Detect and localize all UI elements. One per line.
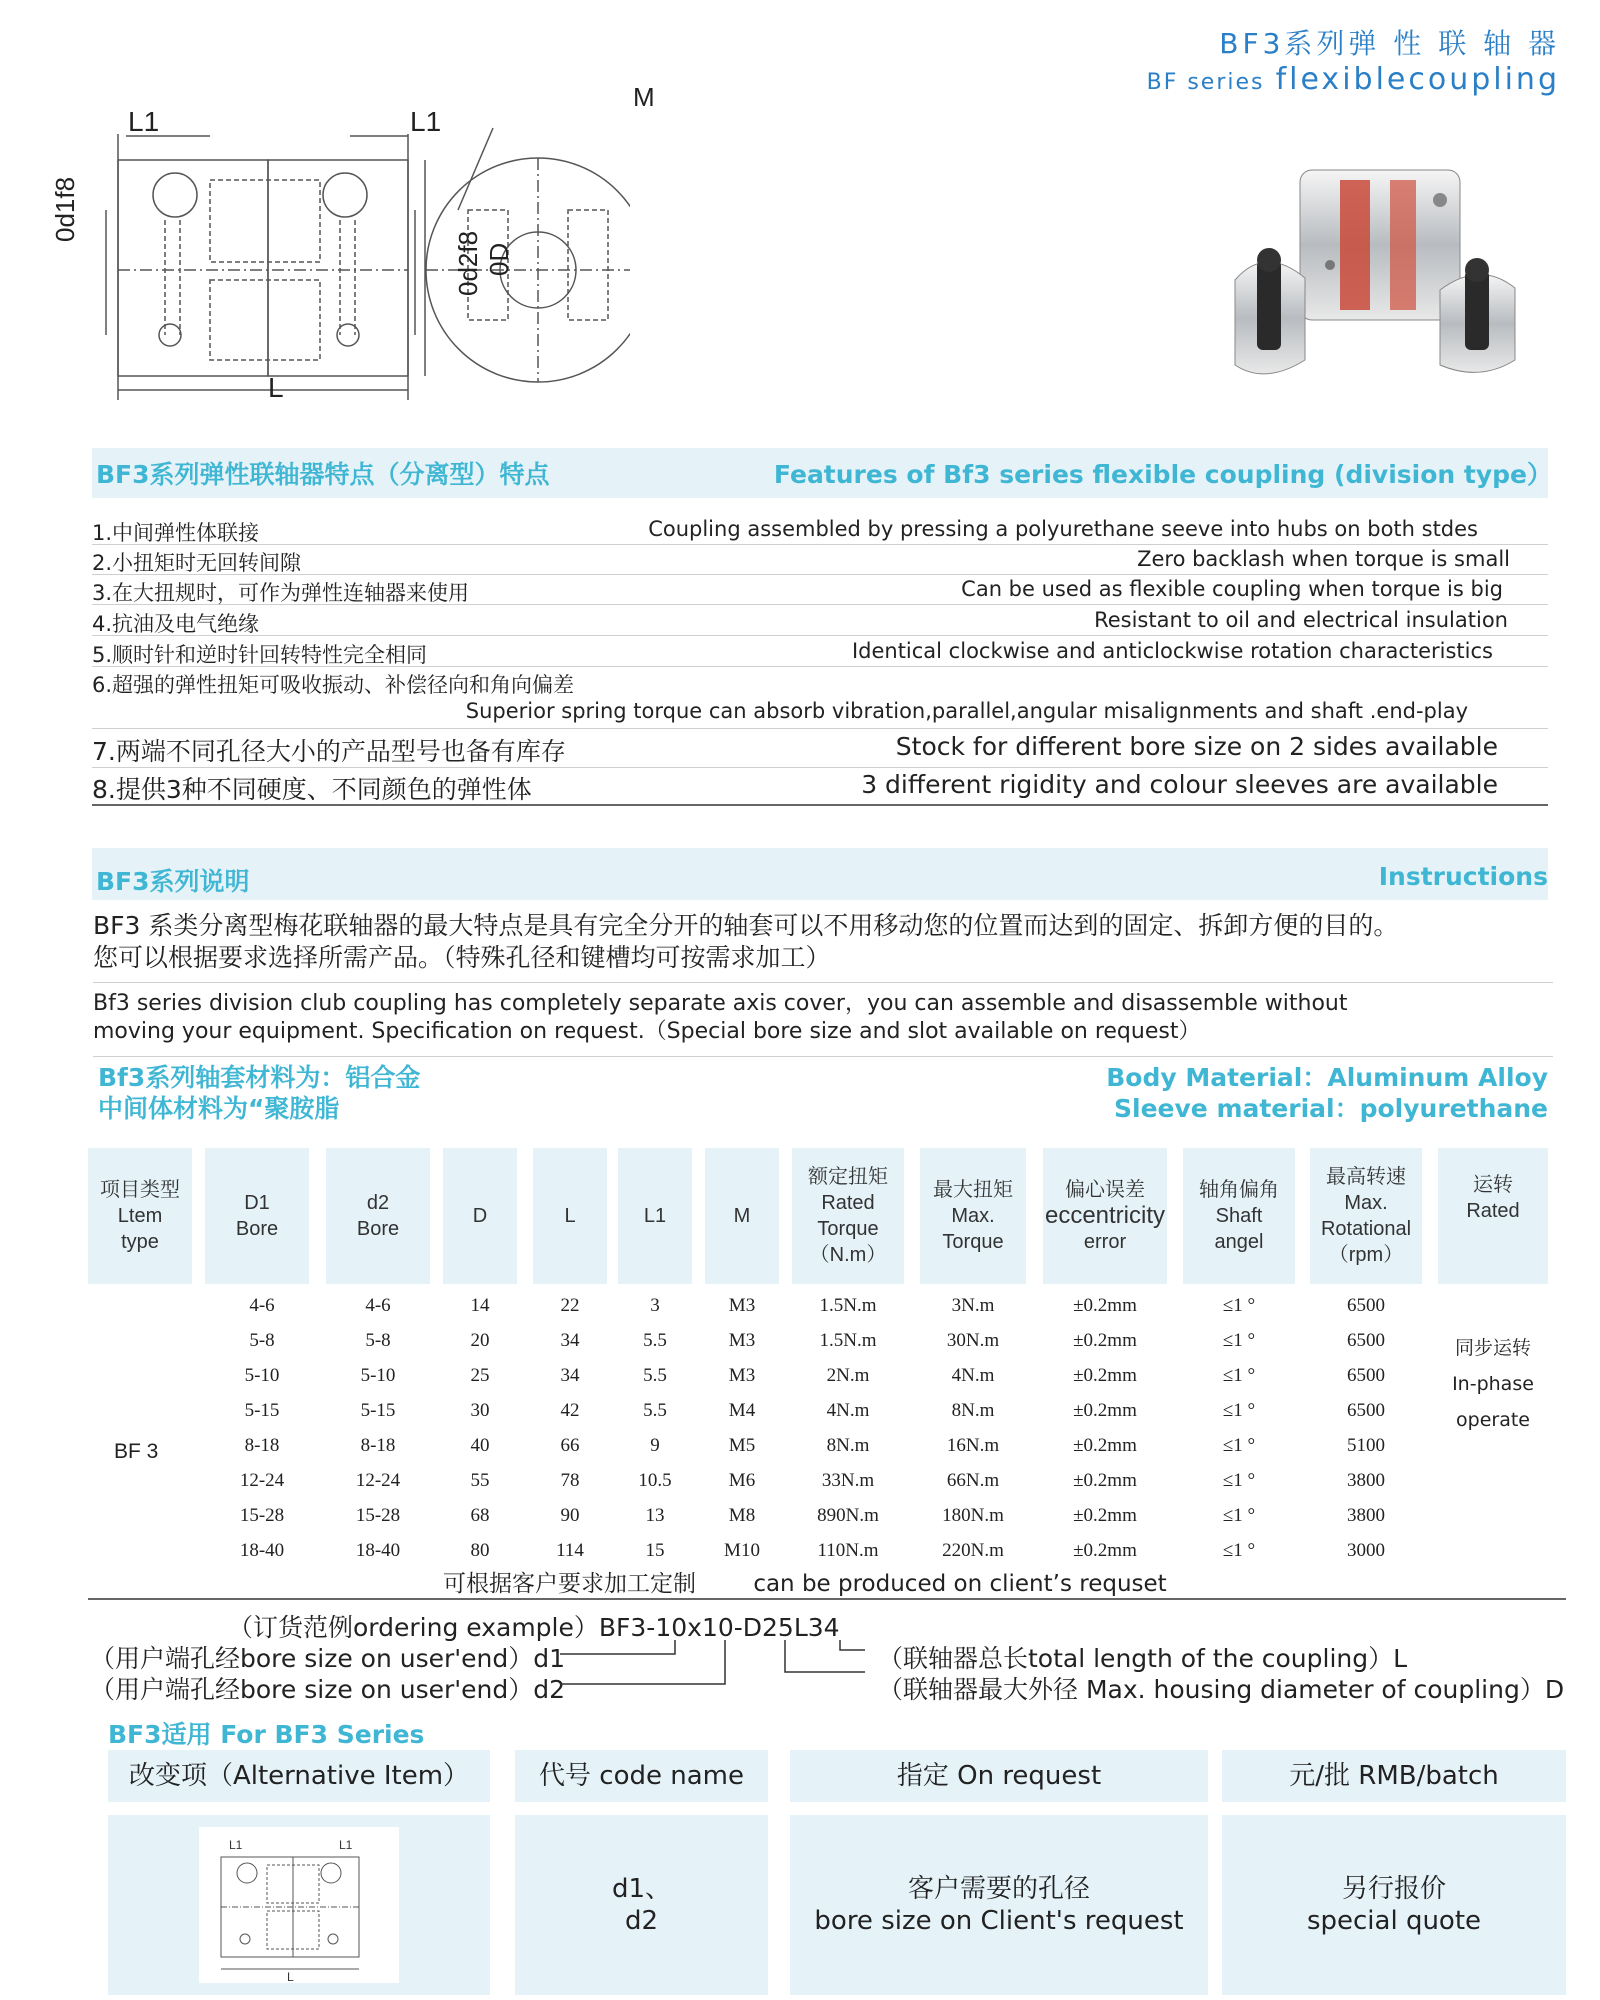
cell-d1: 5-15 — [244, 1400, 280, 1421]
cell-l1: 3 — [650, 1295, 660, 1316]
header-l: L — [533, 1148, 607, 1284]
cell-rated-torque: 890N.m — [817, 1505, 879, 1526]
cell-d1: 8-18 — [244, 1435, 280, 1456]
cell-length: 22 — [560, 1295, 580, 1316]
label-od2: 0d2f8 — [453, 230, 483, 296]
cell-max-torque: 66N.m — [946, 1470, 1000, 1491]
body-material-cn: Bf3系列轴套材料为：铝合金 — [98, 1063, 421, 1092]
cell-length: 34 — [560, 1365, 580, 1386]
cell-outer-d: 40 — [470, 1435, 490, 1456]
feature-cn: 2.小扭矩时无回转间隙 — [92, 551, 302, 575]
feature-cn: 1.中间弹性体联接 — [92, 521, 260, 545]
col-header-request: 指定 On request — [790, 1750, 1208, 1802]
cell-max-speed: 3000 — [1347, 1540, 1385, 1561]
header-d: D — [443, 1148, 517, 1284]
cell-max-torque: 30N.m — [946, 1330, 1000, 1351]
cell-l1: 9 — [650, 1435, 660, 1456]
cell-m: M3 — [728, 1330, 756, 1351]
cell-m: M3 — [728, 1365, 756, 1386]
cell-d2: 5-15 — [360, 1400, 396, 1421]
svg-text:L: L — [287, 1970, 294, 1983]
cell-rated-torque: 8N.m — [826, 1435, 870, 1456]
cell-eccentricity: ±0.2mm — [1073, 1400, 1137, 1421]
col-header-alternative: 改变项（Alternative Item） — [108, 1750, 490, 1802]
request-cell: 客户需要的孔径 bore size on Client's request — [790, 1815, 1208, 1995]
header-l1: L1 — [618, 1148, 692, 1284]
cell-max-speed: 6500 — [1347, 1330, 1385, 1351]
feature-cn: 4.抗油及电气绝缘 — [92, 612, 260, 636]
cell-length: 42 — [560, 1400, 580, 1421]
header-shaft-angle: 轴角偏角 Shaft angel — [1183, 1148, 1295, 1284]
cell-l1: 5.5 — [643, 1400, 667, 1421]
feature-en: Resistant to oil and electrical insulation — [1094, 608, 1508, 632]
cell-shaft-angle: ≤1 ° — [1222, 1330, 1256, 1351]
cell-m: M6 — [728, 1470, 756, 1491]
cell-l1: 10.5 — [638, 1470, 672, 1491]
cell-d2: 18-40 — [355, 1540, 401, 1561]
feature-en: Can be used as flexible coupling when torque is big — [961, 577, 1503, 601]
cell-max-speed: 5100 — [1347, 1435, 1385, 1456]
cell-length: 78 — [560, 1470, 580, 1491]
cell-max-torque: 16N.m — [946, 1435, 1000, 1456]
cell-d2: 8-18 — [360, 1435, 396, 1456]
feature-en: Stock for different bore size on 2 sides available — [895, 732, 1498, 761]
feature-cn: 8.提供3种不同硬度、不同颜色的弹性体 — [92, 775, 532, 804]
feature-en: Coupling assembled by pressing a polyurethane seeve into hubs on both stdes — [648, 517, 1478, 541]
cell-length: 66 — [560, 1435, 580, 1456]
cell-d1: 5-8 — [249, 1330, 275, 1351]
label-l: L — [268, 372, 284, 403]
cell-l1: 5.5 — [643, 1330, 667, 1351]
instructions-title-en: Instructions — [1378, 862, 1548, 891]
cell-m: M5 — [728, 1435, 756, 1456]
cell-m: M8 — [728, 1505, 756, 1526]
cell-shaft-angle: ≤1 ° — [1222, 1540, 1256, 1561]
cell-max-speed: 6500 — [1347, 1365, 1385, 1386]
cell-m: M10 — [724, 1540, 760, 1561]
cell-d2: 15-28 — [355, 1505, 401, 1526]
instructions-en-line: Bf3 series division club coupling has completely separate axis cover，you can assemble and disassemble without — [93, 991, 1348, 1016]
cell-max-torque: 8N.m — [951, 1400, 995, 1421]
instructions-en-line: moving your equipment. Specification on request.（Special bore size and slot available on request） — [93, 1019, 1201, 1044]
header-rotational: 最高转速 Max. Rotational （rpm） — [1310, 1148, 1422, 1284]
feature-en: 3 different rigidity and colour sleeves are available — [861, 770, 1498, 799]
ordering-connectors — [560, 1640, 890, 1700]
header-eccentricity: 偏心误差 eccentricity error — [1043, 1148, 1167, 1284]
cell-shaft-angle: ≤1 ° — [1222, 1365, 1256, 1386]
cell-outer-d: 14 — [470, 1295, 490, 1316]
table-note — [443, 1565, 1167, 1598]
cell-d1: 18-40 — [239, 1540, 285, 1561]
col-header-code: 代号 code name — [515, 1750, 768, 1802]
header-d1: D1 Bore — [205, 1148, 309, 1284]
ordering-l: （联轴器总长total length of the coupling）L — [878, 1644, 1408, 1673]
ordering-d2: （用户端孔经bore size on user'end）d2 — [90, 1675, 566, 1704]
cell-max-torque: 4N.m — [951, 1365, 995, 1386]
cell-l1: 5.5 — [643, 1365, 667, 1386]
alternative-drawing-cell — [108, 1815, 490, 1995]
instructions-title-cn: BF3系列说明 — [96, 867, 250, 896]
cell-max-speed: 6500 — [1347, 1400, 1385, 1421]
cell-l1: 15 — [645, 1540, 665, 1561]
instructions-cn-line: BF3 系类分离型梅花联轴器的最大特点是具有完全分开的轴套可以不用移动您的位置而达到的固定、拆卸方便的目的。 — [93, 911, 1399, 940]
cell-shaft-angle: ≤1 ° — [1222, 1470, 1256, 1491]
svg-text:L1: L1 — [229, 1838, 243, 1852]
note-en: can be produced on client’s requset — [753, 1571, 1167, 1597]
note-cn: 可根据客户要求加工定制 — [443, 1571, 696, 1597]
cell-max-speed: 3800 — [1347, 1505, 1385, 1526]
feature-cn: 6.超强的弹性扭矩可吸收振动、补偿径向和角向偏差 — [92, 673, 575, 697]
cell-eccentricity: ±0.2mm — [1073, 1540, 1137, 1561]
type-label: BF 3 — [114, 1440, 159, 1463]
feature-cn: 7.两端不同孔径大小的产品型号也备有库存 — [92, 737, 566, 766]
sleeve-material-cn: 中间体材料为“聚胺脂 — [98, 1094, 340, 1123]
feature-cn: 3.在大扭规时，可作为弹性连轴器来使用 — [92, 581, 470, 605]
cell-shaft-angle: ≤1 ° — [1222, 1295, 1256, 1316]
feature-en: Identical clockwise and anticlockwise rotation characteristics — [851, 639, 1493, 663]
coupling-thumbnail — [199, 1827, 399, 1983]
code-cell: d1、 d2 — [515, 1815, 768, 1995]
cell-rated-torque: 1.5N.m — [819, 1295, 877, 1316]
ordering-example: （订货范例ordering example）BF3-10x10-D25L34 — [228, 1613, 840, 1642]
cell-rated-torque: 4N.m — [826, 1400, 870, 1421]
cell-d1: 4-6 — [249, 1295, 275, 1316]
price-cell: 另行报价 special quote — [1222, 1815, 1566, 1995]
cell-max-torque: 220N.m — [942, 1540, 1004, 1561]
cell-d1: 5-10 — [244, 1365, 280, 1386]
instructions-cn-line: 您可以根据要求选择所需产品。（特殊孔径和键槽均可按需求加工） — [93, 943, 831, 972]
cell-rated-torque: 110N.m — [817, 1540, 879, 1561]
svg-text:L1: L1 — [339, 1838, 353, 1852]
cell-max-speed: 6500 — [1347, 1295, 1385, 1316]
feature-en: Superior spring torque can absorb vibration,parallel,angular misalignments and shaft .end-play — [465, 699, 1468, 723]
title-en-prefix: BF series — [1146, 70, 1265, 95]
cell-d2: 12-24 — [355, 1470, 401, 1491]
cell-eccentricity: ±0.2mm — [1073, 1505, 1137, 1526]
cell-d2: 4-6 — [365, 1295, 391, 1316]
cell-length: 114 — [556, 1540, 584, 1561]
cell-outer-d: 80 — [470, 1540, 490, 1561]
cell-d2: 5-10 — [360, 1365, 396, 1386]
cell-m: M3 — [728, 1295, 756, 1316]
title-en-main: flexiblecoupling — [1275, 62, 1560, 97]
cell-outer-d: 55 — [470, 1470, 490, 1491]
cell-eccentricity: ±0.2mm — [1073, 1295, 1137, 1316]
cell-max-torque: 180N.m — [942, 1505, 1004, 1526]
cell-eccentricity: ±0.2mm — [1073, 1365, 1137, 1386]
feature-en: Zero backlash when torque is small — [1137, 547, 1510, 571]
cell-eccentricity: ±0.2mm — [1073, 1435, 1137, 1456]
cell-m: M4 — [728, 1400, 756, 1421]
cell-shaft-angle: ≤1 ° — [1222, 1435, 1256, 1456]
cell-eccentricity: ±0.2mm — [1073, 1330, 1137, 1351]
cell-eccentricity: ±0.2mm — [1073, 1470, 1137, 1491]
cell-outer-d: 68 — [470, 1505, 490, 1526]
cell-d2: 5-8 — [365, 1330, 391, 1351]
cell-outer-d: 20 — [470, 1330, 490, 1351]
ordering-d1: （用户端孔经bore size on user'end）d1 — [90, 1644, 566, 1673]
feature-cn: 5.顺时针和逆时针回转特性完全相同 — [92, 643, 428, 667]
header-m: M — [705, 1148, 779, 1284]
operation-label: 同步运转 In-phase operate — [1452, 1337, 1534, 1431]
label-l1-left: L1 — [128, 106, 160, 137]
cell-length: 34 — [560, 1330, 580, 1351]
label-m: M — [633, 82, 655, 112]
features-title-cn: BF3系列弹性联轴器特点（分离型）特点 — [96, 460, 550, 489]
cell-outer-d: 25 — [470, 1365, 490, 1386]
cell-length: 90 — [560, 1505, 580, 1526]
sleeve-material-en: Sleeve material：polyurethane — [1114, 1094, 1548, 1123]
cell-l1: 13 — [645, 1505, 665, 1526]
ordering-d: （联轴器最大外径 Max. housing diameter of coupling）D — [878, 1675, 1565, 1704]
cell-rated-torque: 1.5N.m — [819, 1330, 877, 1351]
col-header-price: 元/批 RMB/batch — [1222, 1750, 1566, 1802]
header-rated-torque: 额定扭矩 Rated Torque （N.m） — [792, 1148, 904, 1284]
header-max-torque: 最大扭矩 Max. Torque — [920, 1148, 1026, 1284]
cell-rated-torque: 2N.m — [826, 1365, 870, 1386]
label-l1-right: L1 — [410, 106, 442, 137]
cell-max-speed: 3800 — [1347, 1470, 1385, 1491]
cell-d1: 12-24 — [239, 1470, 285, 1491]
header-type: 项目类型 Ltem type — [88, 1148, 192, 1284]
features-title-en: Features of Bf3 series flexible coupling (division type） — [773, 460, 1552, 489]
cell-max-torque: 3N.m — [951, 1295, 995, 1316]
cell-shaft-angle: ≤1 ° — [1222, 1505, 1256, 1526]
label-od1: 0d1f8 — [50, 176, 80, 242]
header-d2: d2 Bore — [326, 1148, 430, 1284]
header-operation: 运转 Rated — [1438, 1148, 1548, 1284]
cell-shaft-angle: ≤1 ° — [1222, 1400, 1256, 1421]
cell-d1: 15-28 — [239, 1505, 285, 1526]
cell-rated-torque: 33N.m — [821, 1470, 875, 1491]
label-od: 0D — [484, 242, 514, 276]
cell-outer-d: 30 — [470, 1400, 490, 1421]
divider — [88, 1598, 1566, 1600]
title-cn: BF3系列弹 性 联 轴 器 — [1219, 27, 1560, 60]
bf3-series-title: BF3适用 For BF3 Series — [108, 1720, 425, 1749]
body-material-en: Body Material：Aluminum Alloy — [1106, 1063, 1548, 1092]
